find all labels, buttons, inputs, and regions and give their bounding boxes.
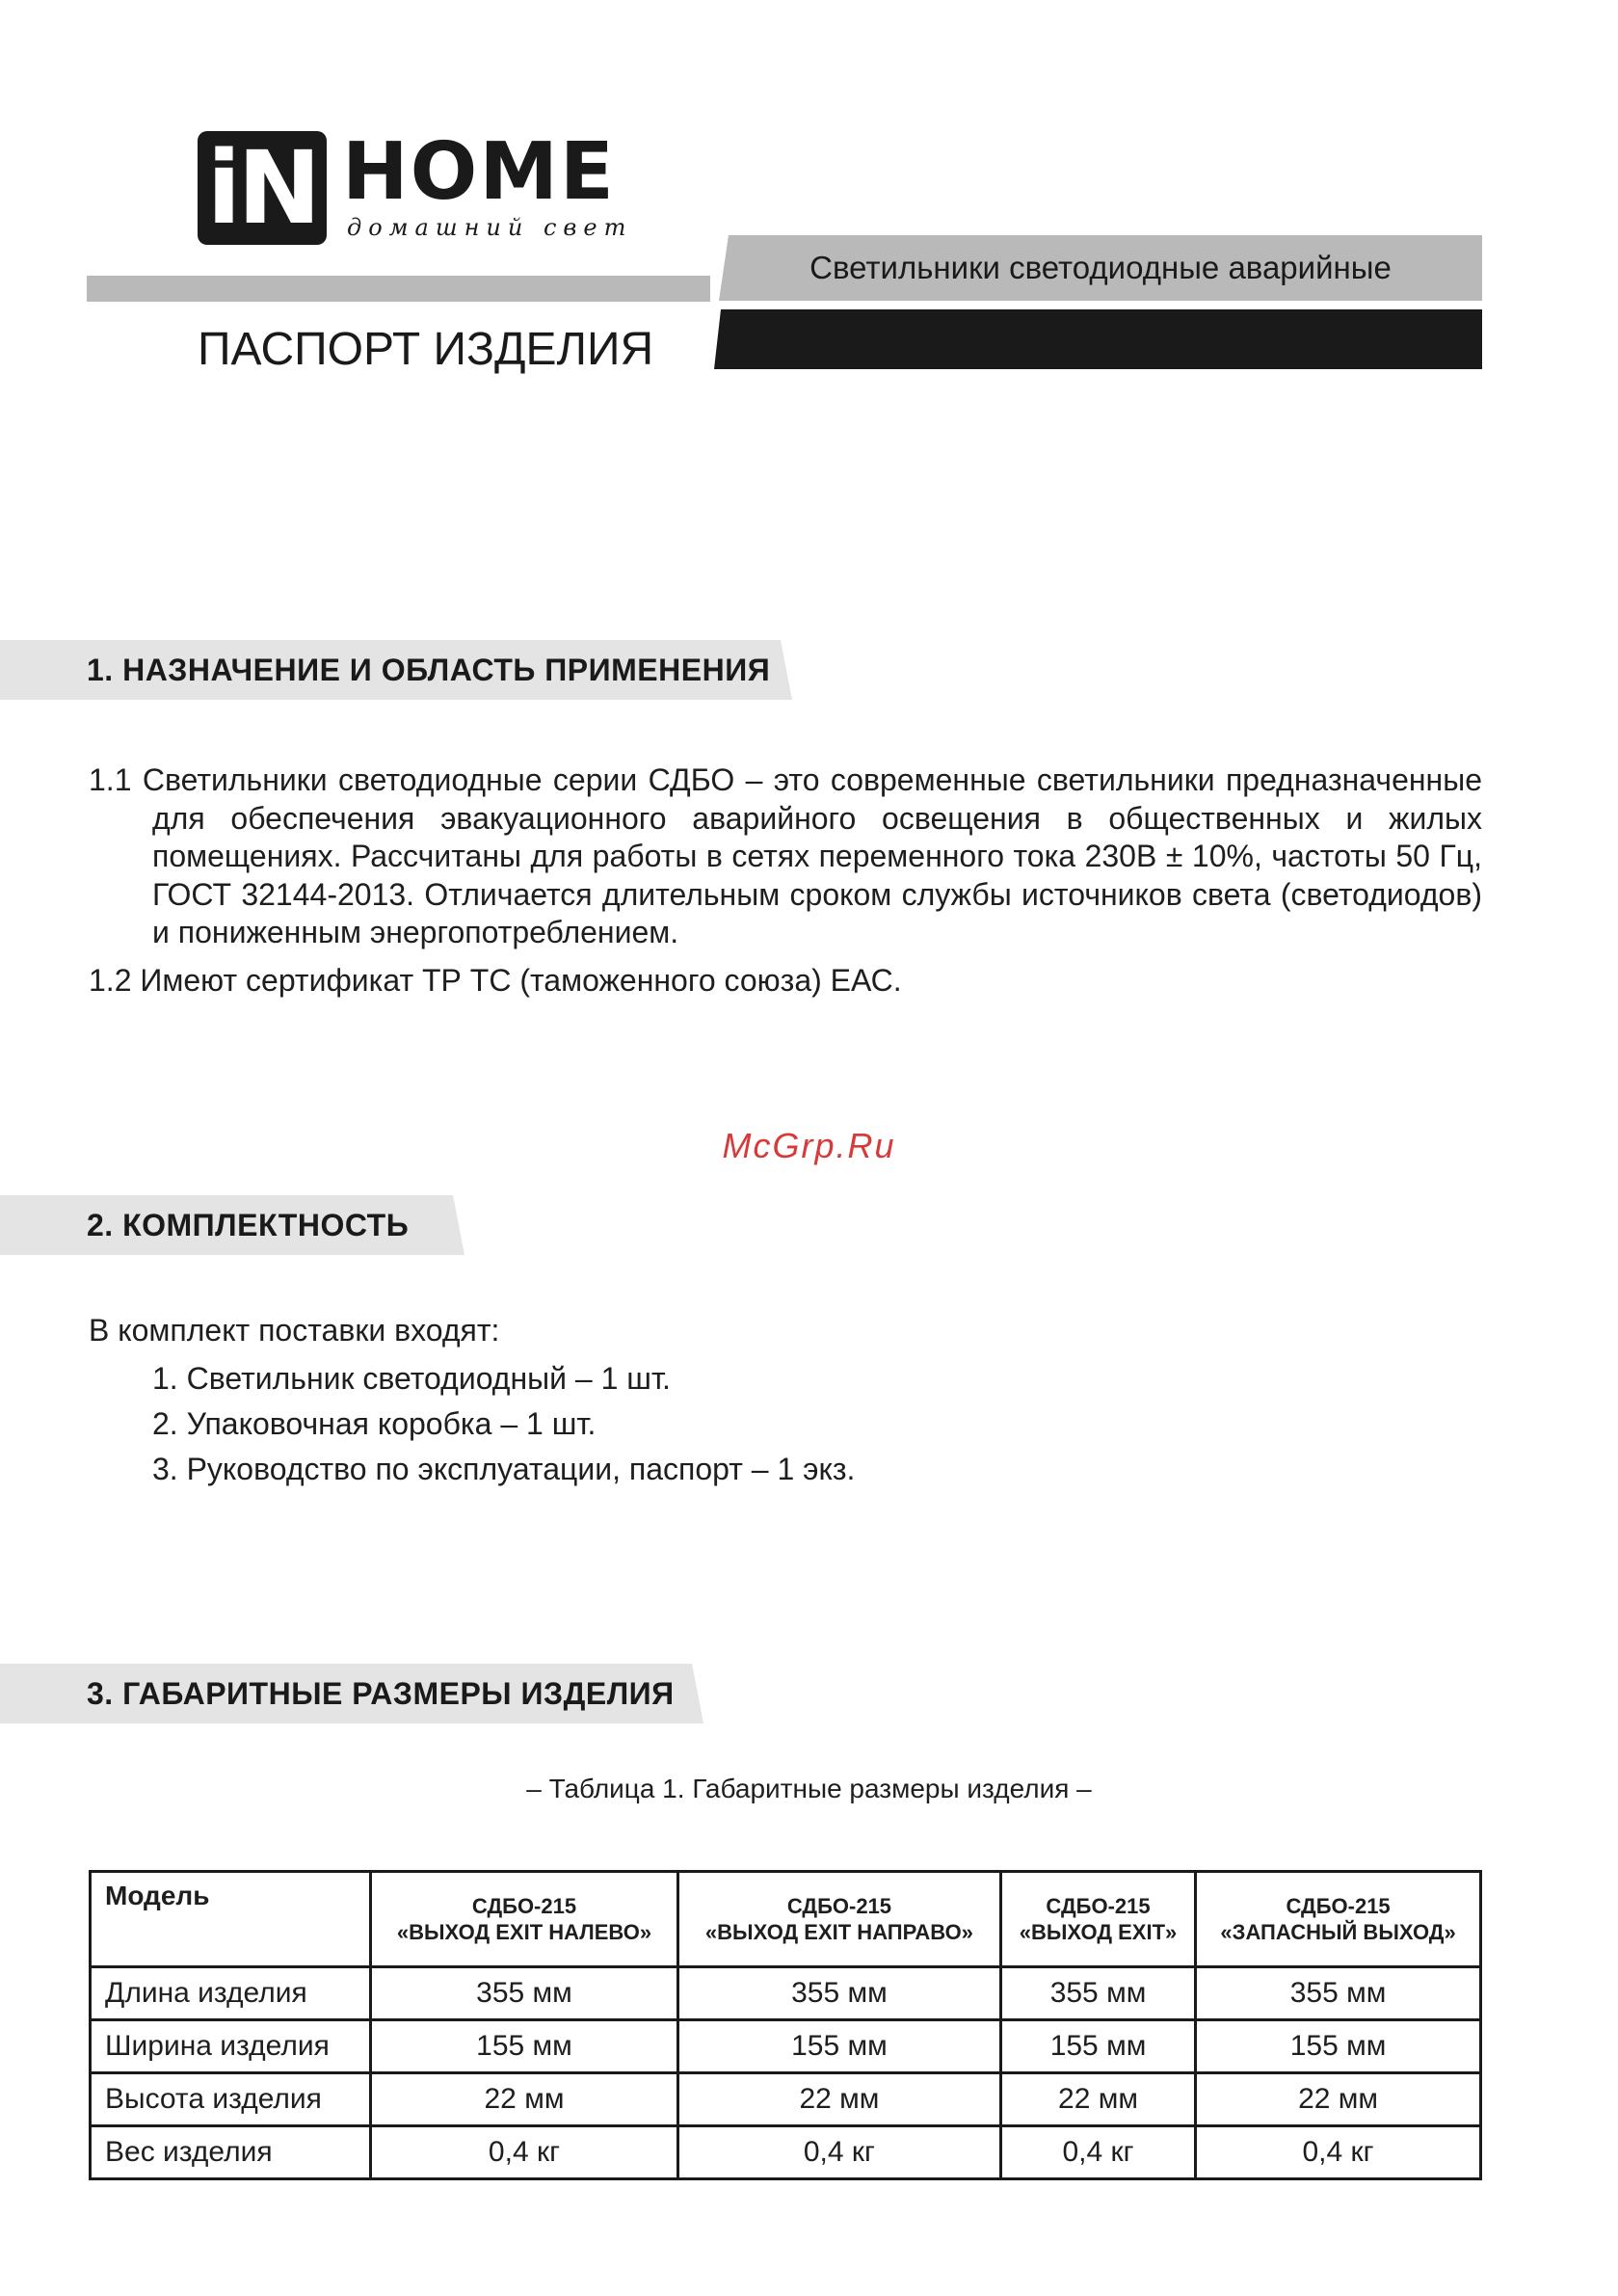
model-name: СДБО-215 (1286, 1894, 1391, 1918)
table-caption: – Таблица 1. Габаритные размеры изделия – (526, 1774, 1092, 1803)
watermark: McGrp.Ru (722, 1126, 896, 1165)
table-header-cell (1000, 1872, 1195, 1967)
table-row (91, 2020, 1481, 2073)
model-variant: «ВЫХОД EXIT» (1019, 1920, 1178, 1944)
table-header-cell (677, 1872, 1000, 1967)
model-name: СДБО-215 (786, 1894, 892, 1918)
row-label: Высота изделия (91, 2073, 371, 2126)
kit-intro: В комплект поставки входят: (89, 1313, 500, 1348)
table-cell: 155 мм (371, 2020, 678, 2073)
table-row (91, 2073, 1481, 2126)
table-row (91, 1967, 1481, 2020)
table-cell: 22 мм (1196, 2073, 1481, 2126)
table-cell: 22 мм (677, 2073, 1000, 2126)
logo-mark (198, 131, 327, 245)
table-row (91, 2126, 1481, 2179)
section-2-title: 2. КОМПЛЕКТНОСТЬ (87, 1208, 410, 1242)
logo-mark-text: iN (206, 129, 318, 247)
page-title: ПАСПОРТ ИЗДЕЛИЯ (198, 324, 654, 375)
table-cell: 22 мм (371, 2073, 678, 2126)
header-band-left (87, 276, 710, 302)
section-1-paragraph-2: 1.2 Имеют сертификат ТР ТС (таможенного союза) ЕАС. (89, 963, 902, 998)
table-cell: 0,4 кг (1196, 2126, 1481, 2179)
paragraph-1-text: 1.1 Светильники светодиодные серии СДБО – это современные светильники предназначенные для обеспечения эвакуационного аварийного освещения в общественных и жилых помещениях. Рассчитаны для работы в сетях переменного тока 230В ± 10%, частоты 50 Гц, ГОСТ 32144-2013. Отличается длительным сроком службы источников света (светодиодов) и пониженным энергопотреблением. (89, 762, 1482, 949)
model-variant: «ВЫХОД EXIT НАПРАВО» (704, 1920, 973, 1944)
logo-tagline: домашний свет (347, 214, 633, 241)
table-cell: 355 мм (677, 1967, 1000, 2020)
model-name: СДБО-215 (1046, 1894, 1151, 1918)
table-cell: 22 мм (1000, 2073, 1195, 2126)
logo-brand: HOME (342, 126, 616, 218)
row-label: Ширина изделия (91, 2020, 371, 2073)
table-header-cell (371, 1872, 678, 1967)
section-1-paragraph-1 (89, 761, 1482, 952)
table-cell: 355 мм (1196, 1967, 1481, 2020)
table-cell: 0,4 кг (1000, 2126, 1195, 2179)
table-cell: 0,4 кг (677, 2126, 1000, 2179)
table-header-cell (1196, 1872, 1481, 1967)
row-label: Длина изделия (91, 1967, 371, 2020)
table-header-model: Модель (91, 1872, 371, 1967)
table-cell: 355 мм (1000, 1967, 1195, 2020)
kit-item: 2. Упаковочная коробка – 1 шт. (152, 1406, 597, 1441)
table-cell: 155 мм (677, 2020, 1000, 2073)
model-name: СДБО-215 (471, 1894, 577, 1918)
section-1-title: 1. НАЗНАЧЕНИЕ И ОБЛАСТЬ ПРИМЕНЕНИЯ (87, 653, 771, 687)
row-label: Вес изделия (91, 2126, 371, 2179)
kit-item: 1. Светильник светодиодный – 1 шт. (152, 1361, 671, 1396)
table-cell: 155 мм (1000, 2020, 1195, 2073)
table-cell: 355 мм (371, 1967, 678, 2020)
model-variant: «ВЫХОД EXIT НАЛЕВО» (396, 1920, 652, 1944)
kit-item: 3. Руководство по эксплуатации, паспорт – 1 экз. (152, 1452, 856, 1486)
table-cell: 0,4 кг (371, 2126, 678, 2179)
table-cell: 155 мм (1196, 2020, 1481, 2073)
table-header-row (91, 1872, 1481, 1967)
model-variant: «ЗАПАСНЫЙ ВЫХОД» (1220, 1920, 1456, 1944)
header-subtitle: Светильники светодиодные аварийные (809, 250, 1392, 285)
header-band-black (714, 309, 1482, 369)
dimensions-table (89, 1870, 1482, 2180)
section-3-title: 3. ГАБАРИТНЫЕ РАЗМЕРЫ ИЗДЕЛИЯ (87, 1676, 675, 1711)
